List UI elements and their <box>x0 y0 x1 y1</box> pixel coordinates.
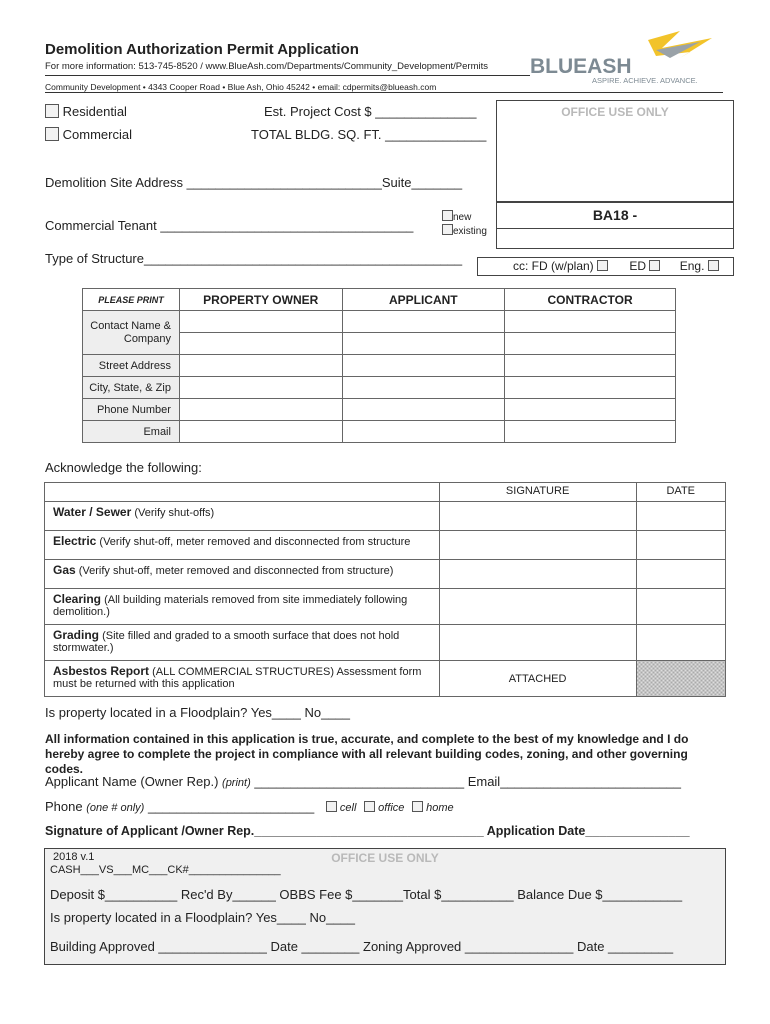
row-label-street: Street Address <box>83 355 180 377</box>
gas-signature-cell[interactable] <box>439 560 636 589</box>
applicant-city-cell[interactable] <box>342 377 505 399</box>
row-label-contact: Contact Name & Company <box>83 311 180 355</box>
ack-item-gas: Gas (Verify shut-off, meter removed and disconnected from structure) <box>45 560 440 589</box>
phone-row: Phone (one # only) _______________________ cell office home <box>45 799 454 814</box>
header-property-owner: PROPERTY OWNER <box>179 289 342 311</box>
cc-row: cc: FD (w/plan) ED Eng. <box>477 257 734 276</box>
office-use-bottom-title: OFFICE USE ONLY <box>331 851 439 865</box>
contractor-city-cell[interactable] <box>505 377 676 399</box>
asbestos-date-shaded <box>636 661 725 697</box>
grading-signature-cell[interactable] <box>439 625 636 661</box>
home-option[interactable]: home <box>412 802 454 814</box>
application-date-field[interactable]: Application Date_______________ <box>486 824 690 838</box>
office-use-title: OFFICE USE ONLY <box>561 105 669 119</box>
office-blank-row <box>496 227 734 249</box>
cell-checkbox <box>326 801 337 812</box>
row-label-city: City, State, & Zip <box>83 377 180 399</box>
divider <box>45 92 723 93</box>
office-option[interactable]: office <box>364 802 404 814</box>
gas-date-cell[interactable] <box>636 560 725 589</box>
contractor-email-cell[interactable] <box>505 421 676 443</box>
applicant-name-field[interactable]: _____________________________ <box>254 774 465 789</box>
structure-type-field[interactable]: Type of Structure____________________________________________ <box>45 251 463 266</box>
owner-street-cell[interactable] <box>179 355 342 377</box>
clearing-date-cell[interactable] <box>636 589 725 625</box>
office-address: Community Development • 4343 Cooper Road • Blue Ash, Ohio 45242 • email: cdpermits@blueash.com <box>45 82 437 92</box>
office-use-bottom-box <box>44 848 726 965</box>
owner-phone-cell[interactable] <box>179 399 342 421</box>
eng-checkbox[interactable] <box>708 260 719 271</box>
header-contractor: CONTRACTOR <box>505 289 676 311</box>
contractor-contact-cell[interactable] <box>505 311 676 333</box>
tenant-field[interactable]: Commercial Tenant ___________________________________ <box>45 218 414 233</box>
signature-header: SIGNATURE <box>439 483 636 502</box>
ack-item-clearing: Clearing (All building materials removed from site immediately following demolition.) <box>45 589 440 625</box>
applicant-email-field[interactable]: Email_________________________ <box>467 774 681 789</box>
est-cost-field[interactable]: Est. Project Cost $ ______________ <box>264 104 477 119</box>
commercial-checkbox[interactable] <box>45 127 59 141</box>
form-version: 2018 v.1 <box>53 851 95 863</box>
owner-city-cell[interactable] <box>179 377 342 399</box>
ack-item-water: Water / Sewer (Verify shut-offs) <box>45 502 440 531</box>
new-option[interactable]: new <box>442 210 487 224</box>
cell-option[interactable]: cell <box>326 802 357 814</box>
owner-email-cell[interactable] <box>179 421 342 443</box>
new-existing-options <box>442 210 487 238</box>
fees-line[interactable]: Deposit $__________ Rec'd By______ OBBS Fee $_______Total $__________ Balance Due $___________ <box>50 887 683 902</box>
logo-text: BLUEASH <box>530 55 632 78</box>
applicant-street-cell[interactable] <box>342 355 505 377</box>
ack-item-electric: Electric (Verify shut-off, meter removed and disconnected from structure <box>45 531 440 560</box>
floodplain-question[interactable]: Is property located in a Floodplain? Yes____ No____ <box>45 705 350 720</box>
row-label-phone: Phone Number <box>83 399 180 421</box>
home-checkbox <box>412 801 423 812</box>
certification-statement: All information contained in this application is true, accurate, and complete to the best of my knowledge and I do hereby agree to complete the project in compliance with all relevant building codes, zoning, and other governing codes. <box>45 732 689 776</box>
header-applicant: APPLICANT <box>342 289 505 311</box>
clearing-signature-cell[interactable] <box>439 589 636 625</box>
blue-ash-logo <box>530 28 730 88</box>
signature-row <box>45 824 690 838</box>
ed-checkbox[interactable] <box>649 260 660 271</box>
applicant-signature-field[interactable]: Signature of Applicant /Owner Rep._________________________________ <box>45 824 484 838</box>
commercial-option[interactable]: Commercial <box>45 127 132 142</box>
approvals-line[interactable]: Building Approved _______________ Date ________ Zoning Approved _______________ Date _________ <box>50 939 674 954</box>
ack-header-blank <box>45 483 440 502</box>
page-title: Demolition Authorization Permit Application <box>45 41 359 58</box>
applicant-phone-cell[interactable] <box>342 399 505 421</box>
acknowledge-table <box>44 482 726 697</box>
divider <box>45 75 530 76</box>
please-print-label: PLEASE PRINT <box>83 289 180 311</box>
applicant-name-row: Applicant Name (Owner Rep.) (print) _____________________________ Email_________________________ <box>45 774 681 789</box>
applicant-contact-cell[interactable] <box>342 311 505 333</box>
contact-table <box>82 288 676 443</box>
new-checkbox[interactable] <box>442 210 453 221</box>
applicant-company-cell[interactable] <box>342 333 505 355</box>
site-address-field[interactable]: Demolition Site Address ___________________________Suite_______ <box>45 175 463 190</box>
phone-field[interactable]: _______________________ <box>147 799 315 814</box>
acknowledge-heading: Acknowledge the following: <box>45 460 202 475</box>
logo-tagline: ASPIRE. ACHIEVE. ADVANCE. <box>592 76 698 85</box>
contractor-company-cell[interactable] <box>505 333 676 355</box>
office-checkbox <box>364 801 375 812</box>
contractor-street-cell[interactable] <box>505 355 676 377</box>
date-header: DATE <box>636 483 725 502</box>
ba-number: BA18 - <box>496 201 734 229</box>
existing-checkbox[interactable] <box>442 224 453 235</box>
water-date-cell[interactable] <box>636 502 725 531</box>
payment-method-line[interactable]: CASH___VS___MC___CK#_______________ <box>50 864 281 876</box>
contact-info: For more information: 513-745-8520 / www.BlueAsh.com/Departments/Community_Development/Permits <box>45 61 488 72</box>
fd-checkbox[interactable] <box>597 260 608 271</box>
electric-date-cell[interactable] <box>636 531 725 560</box>
water-signature-cell[interactable] <box>439 502 636 531</box>
owner-company-cell[interactable] <box>179 333 342 355</box>
asbestos-attached: ATTACHED <box>439 661 636 697</box>
owner-contact-cell[interactable] <box>179 311 342 333</box>
grading-date-cell[interactable] <box>636 625 725 661</box>
contractor-phone-cell[interactable] <box>505 399 676 421</box>
residential-checkbox[interactable] <box>45 104 59 118</box>
ack-item-grading: Grading (Site filled and graded to a smooth surface that does not hold stormwater.) <box>45 625 440 661</box>
ack-item-asbestos: Asbestos Report (ALL COMMERCIAL STRUCTURES) Assessment form must be returned with this application <box>45 661 440 697</box>
existing-option[interactable]: existing <box>442 224 487 238</box>
office-use-box <box>496 100 734 203</box>
electric-signature-cell[interactable] <box>439 531 636 560</box>
row-label-email: Email <box>83 421 180 443</box>
residential-option[interactable]: Residential <box>45 104 127 119</box>
sqft-field[interactable]: TOTAL BLDG. SQ. FT. ______________ <box>251 127 487 142</box>
office-floodplain-line[interactable]: Is property located in a Floodplain? Yes____ No____ <box>50 910 355 925</box>
applicant-email-cell[interactable] <box>342 421 505 443</box>
